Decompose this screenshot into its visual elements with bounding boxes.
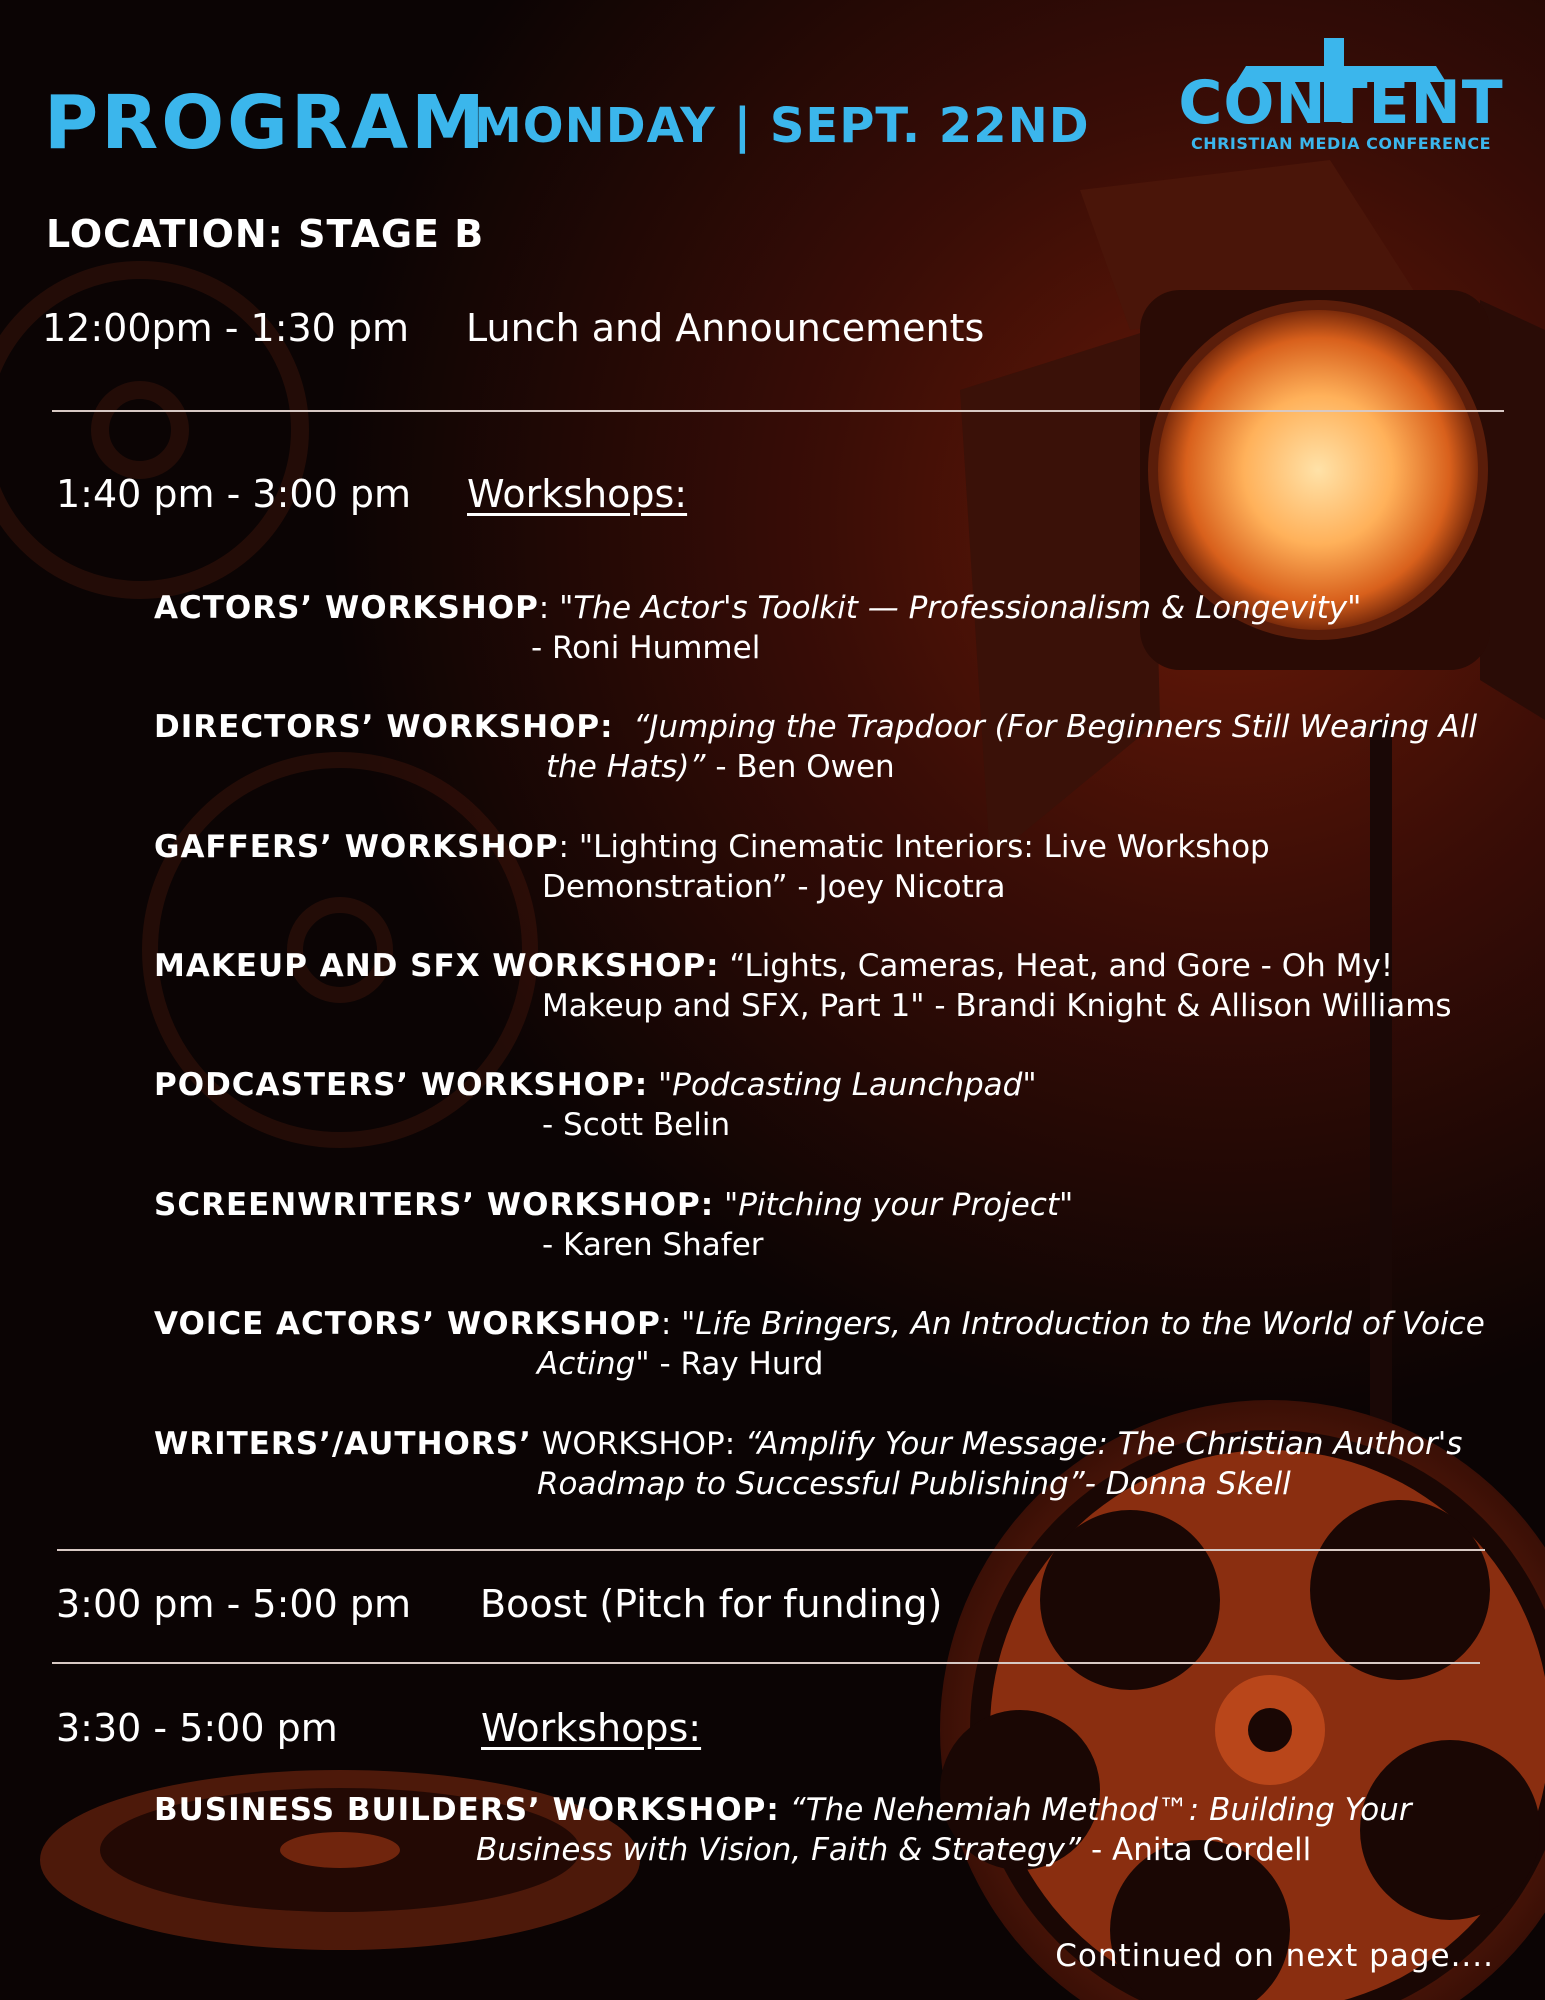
workshop-item: WRITERS’/AUTHORS’ WORKSHOP: “Amplify Your Message: The Christian Author's Roadmap to Successful Publishing”- Donna Skell xyxy=(154,1426,1463,1502)
workshop-item: GAFFERS’ WORKSHOP: "Lighting Cinematic Interiors: Live Workshop Demonstration” - Joey Nicotra xyxy=(154,829,1270,905)
workshop-title-cont: Roadmap to Successful Publishing”- Donna Skell xyxy=(537,1466,1291,1502)
conference-logo xyxy=(1176,38,1506,158)
page-title: PROGRAM xyxy=(44,80,488,166)
workshop-title: “Jumping the Trapdoor (For Beginners Still Wearing All xyxy=(633,709,1478,745)
divider xyxy=(57,1549,1485,1551)
workshop-name: DIRECTORS’ WORKSHOP: xyxy=(154,709,614,745)
workshop-speaker: - Ben Owen xyxy=(705,749,895,785)
slot-time: 1:40 pm - 3:00 pm xyxy=(56,472,411,516)
workshop-title: "The Actor's Toolkit — Professionalism & Longevity" xyxy=(559,590,1362,626)
workshop-title: "Lighting Cinematic Interiors: Live Workshop xyxy=(578,829,1270,865)
workshop-title-cont: Makeup and SFX, Part 1" - Brandi Knight & Allison Williams xyxy=(542,988,1452,1024)
workshop-speaker: - Roni Hummel xyxy=(531,630,761,666)
workshop-title-cont: the Hats)” xyxy=(546,749,706,785)
logo-wordmark: CONTENT xyxy=(1178,68,1504,138)
slot-label: Workshops: xyxy=(481,1706,702,1750)
event-date: MONDAY | SEPT. 22ND xyxy=(474,98,1090,154)
workshop-name: VOICE ACTORS’ WORKSHOP xyxy=(154,1306,661,1342)
workshop-title: “The Nehemiah Method™: Building Your xyxy=(789,1792,1412,1828)
divider xyxy=(52,410,1504,412)
slot-label: Boost (Pitch for funding) xyxy=(480,1582,943,1626)
workshop-item xyxy=(154,1065,1037,1145)
workshop-speaker: - Anita Cordell xyxy=(1081,1832,1312,1868)
workshop-title: “Lights, Cameras, Heat, and Gore - Oh My! xyxy=(729,948,1394,984)
workshop-title: "Life Bringers, An Introduction to the World of Voice xyxy=(681,1306,1485,1342)
workshop-speaker: - Scott Belin xyxy=(542,1107,731,1143)
workshop-name: BUSINESS BUILDERS’ WORKSHOP: xyxy=(154,1792,780,1828)
workshop-name: SCREENWRITERS’ WORKSHOP: xyxy=(154,1187,715,1223)
location-heading: LOCATION: STAGE B xyxy=(46,212,485,256)
workshop-speaker: - Karen Shafer xyxy=(542,1227,764,1263)
slot-time: 12:00pm - 1:30 pm xyxy=(42,306,410,350)
workshop-name: WRITERS’/AUTHORS’ xyxy=(154,1426,532,1462)
workshop-name: GAFFERS’ WORKSHOP xyxy=(154,829,559,865)
workshop-item: SCREENWRITERS’ WORKSHOP: "Pitching your Project" - Karen Shafer xyxy=(154,1187,1074,1263)
slot-time: 3:00 pm - 5:00 pm xyxy=(56,1582,411,1626)
slot-label: Workshops: xyxy=(467,472,688,516)
slot-time: 3:30 - 5:00 pm xyxy=(56,1706,338,1750)
workshop-item xyxy=(154,946,1452,1026)
workshop-name: PODCASTERS’ WORKSHOP: xyxy=(154,1067,649,1103)
continued-note: Continued on next page.... xyxy=(1055,1938,1494,1974)
workshop-title-cont: Demonstration” - Joey Nicotra xyxy=(542,869,1006,905)
workshop-name: ACTORS’ WORKSHOP xyxy=(154,590,539,626)
workshop-item: ACTORS’ WORKSHOP: "The Actor's Toolkit — Professionalism & Longevity" - Roni Hummel xyxy=(154,590,1362,666)
workshop-title: "Podcasting Launchpad" xyxy=(658,1067,1037,1103)
workshop-title: "Pitching your Project xyxy=(723,1187,1060,1223)
workshop-title-cont: Acting" xyxy=(537,1346,650,1382)
workshop-item xyxy=(154,707,1477,787)
workshop-title-cont: Business with Vision, Faith & Strategy” xyxy=(476,1832,1082,1868)
logo-subtitle: CHRISTIAN MEDIA CONFERENCE xyxy=(1190,134,1492,153)
workshop-name: MAKEUP AND SFX WORKSHOP: xyxy=(154,948,720,984)
workshop-item: VOICE ACTORS’ WORKSHOP: "Life Bringers, An Introduction to the World of Voice Acting" - Ray Hurd xyxy=(154,1306,1485,1382)
workshop-item xyxy=(154,1790,1412,1870)
divider xyxy=(52,1662,1480,1664)
workshop-speaker: - Ray Hurd xyxy=(649,1346,824,1382)
workshop-title: “Amplify Your Message: The Christian Author's xyxy=(745,1426,1463,1462)
slot-label: Lunch and Announcements xyxy=(466,306,985,350)
